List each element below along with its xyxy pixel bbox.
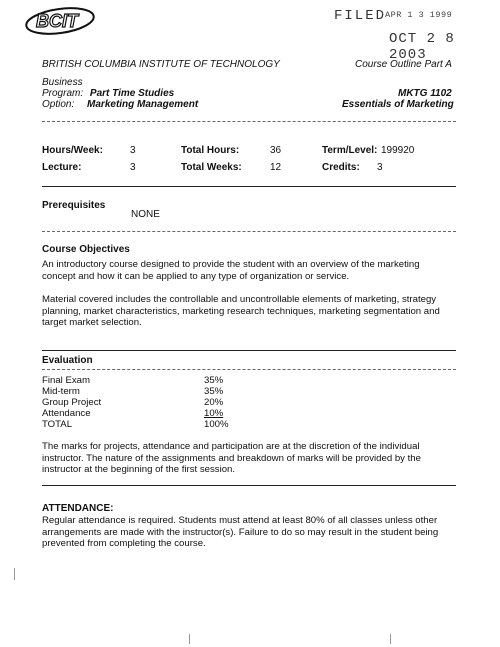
credits-value: 3 <box>377 162 383 173</box>
evaluation-row <box>42 386 302 397</box>
lecture-value: 3 <box>130 162 136 173</box>
evaluation-title-divider <box>42 369 456 370</box>
evaluation-weight: 20% <box>204 397 224 408</box>
scan-mark <box>390 634 391 644</box>
scan-mark <box>14 568 15 580</box>
lecture-label: Lecture: <box>42 162 82 173</box>
evaluation-weight: 35% <box>204 386 224 397</box>
evaluation-item: Group Project <box>42 397 102 408</box>
institution-name: BRITISH COLUMBIA INSTITUTE OF TECHNOLOGY <box>42 59 280 70</box>
evaluation-item: Mid-term <box>42 386 80 397</box>
evaluation-title: Evaluation <box>42 355 93 366</box>
objectives-p2-line1: Material covered includes the controllable and uncontrollable elements of marketing, strategy <box>42 294 437 305</box>
evaluation-note-line3: instructor at the beginning of the first session. <box>42 464 236 475</box>
scan-mark <box>189 634 190 644</box>
stats-divider <box>42 186 456 187</box>
attendance-line3: prevented from completing the course. <box>42 538 206 549</box>
objectives-p2-line3: target market selection. <box>42 317 142 328</box>
filed-stamp-date: APR 1 3 1999 <box>385 10 453 20</box>
evaluation-total-row <box>42 419 302 430</box>
evaluation-note <box>42 441 421 476</box>
bcit-logo <box>24 6 100 36</box>
program-label: Program: <box>42 88 84 99</box>
received-stamp-date: OCT 2 8 2003 <box>389 31 455 63</box>
evaluation-weight: 10% <box>204 408 224 419</box>
school-name: Business <box>42 77 83 88</box>
objectives-divider <box>42 350 456 351</box>
course-code: MKTG 1102 <box>398 88 452 99</box>
option-line <box>42 99 198 110</box>
hours-week-value: 3 <box>130 145 136 156</box>
prerequisites-title: Prerequisites <box>42 200 106 211</box>
objectives-p1-line2: concept and how it can be applied to any type of organization or service. <box>42 270 350 282</box>
program-value: Part Time Studies <box>89 88 175 99</box>
objectives-paragraph-2 <box>42 294 440 329</box>
attendance-text <box>42 515 438 550</box>
evaluation-note-line2: instructor. The nature of the assignments and breakdown of marks will be provided by the <box>42 452 421 464</box>
filed-stamp-label: FILED <box>334 8 387 24</box>
attendance-title: ATTENDANCE: <box>42 503 114 514</box>
total-weeks-value: 12 <box>270 162 282 173</box>
evaluation-divider <box>42 485 456 486</box>
total-hours-label: Total Hours: <box>181 145 240 156</box>
evaluation-weight: 35% <box>204 375 224 386</box>
term-level-value: 199920 <box>381 145 415 156</box>
objectives-p1-line1: An introductory course designed to provide the student with an overview of the marketing <box>42 259 420 270</box>
evaluation-row <box>42 408 302 419</box>
course-title: Essentials of Marketing <box>342 99 454 110</box>
prereq-divider <box>42 231 456 232</box>
evaluation-item: Attendance <box>42 408 91 419</box>
evaluation-item: Final Exam <box>42 375 90 386</box>
total-weeks-label: Total Weeks: <box>181 162 242 173</box>
option-value: Marketing Management <box>87 99 199 110</box>
term-level-label: Term/Level: <box>322 145 378 156</box>
header-divider <box>42 121 456 122</box>
objectives-paragraph-1 <box>42 259 420 282</box>
attendance-line1: Regular attendance is required. Students must attend at least 80% of all classes unless other <box>42 515 438 526</box>
evaluation-weight: 100% <box>204 419 229 430</box>
evaluation-note-line1: The marks for projects, attendance and participation are at the discretion of the individual <box>42 441 420 452</box>
evaluation-row <box>42 397 302 408</box>
program-line <box>42 88 174 99</box>
option-label: Option: <box>42 99 75 110</box>
evaluation-row <box>42 375 302 386</box>
objectives-p2-line2: planning, market characteristics, marketing research techniques, marketing segmentation and <box>42 305 440 317</box>
evaluation-item: TOTAL <box>42 419 73 430</box>
credits-label: Credits: <box>322 162 360 173</box>
prerequisites-value: NONE <box>131 209 160 220</box>
objectives-title: Course Objectives <box>42 244 130 255</box>
attendance-line2: arrangements are made with the instructor(s). Failure to do so may result in the student being <box>42 526 439 538</box>
logo-text: BCIT <box>36 11 78 31</box>
total-hours-value: 36 <box>270 145 282 156</box>
hours-week-label: Hours/Week: <box>42 145 103 156</box>
outline-part: Course Outline Part A <box>355 59 452 70</box>
